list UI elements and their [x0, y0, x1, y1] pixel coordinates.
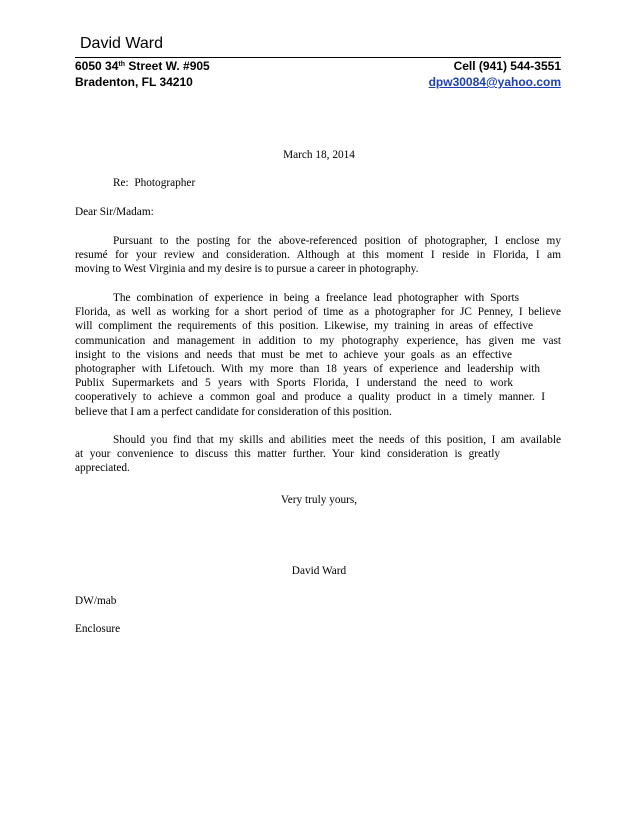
closing: Very truly yours,	[280, 494, 358, 506]
paragraph-line: communication and management in addition to my photography experience, has given me vast	[75, 334, 561, 347]
signature-name: David Ward	[291, 565, 347, 577]
paragraph-line: cooperatively to achieve a common goal and produce a quality product in a timely manner. I	[75, 391, 545, 404]
paragraph-1	[75, 234, 561, 277]
paragraph-line: will compliment the requirements of this position. Likewise, my training in areas of effective	[75, 320, 533, 333]
paragraph-line: at your convenience to discuss this matter further. Your kind consideration is greatly	[75, 448, 500, 461]
paragraph-2	[75, 291, 561, 419]
enclosure-note: Enclosure	[75, 623, 121, 635]
letterhead-row-1	[75, 58, 561, 74]
letter-date: March 18, 2014	[283, 149, 355, 161]
paragraph-line: resumé for your review and consideration. Although at this moment I reside in Florida, I am	[75, 249, 561, 262]
letterhead-row-2	[75, 74, 561, 90]
phone-number: Cell (941) 544-3551	[453, 59, 561, 73]
sender-name: David Ward	[80, 35, 163, 52]
re-line: Re: Photographer	[113, 177, 196, 189]
paragraph-3	[75, 433, 561, 476]
address-line-1: 6050 34th Street W. #905	[75, 59, 210, 73]
paragraph-line: appreciated.	[75, 462, 130, 475]
paragraph-line: Publix Supermarkets and 5 years with Sports Florida, I understand the need to work	[75, 377, 513, 390]
salutation: Dear Sir/Madam:	[75, 206, 154, 218]
letterhead	[75, 57, 561, 90]
address-line-2: Bradenton, FL 34210	[75, 75, 193, 89]
typist-initials: DW/mab	[75, 595, 117, 607]
paragraph-line: moving to West Virginia and my desire is to pursue a career in photography.	[75, 263, 419, 276]
paragraph-line: Should you find that my skills and abilities meet the needs of this position, I am available	[113, 434, 561, 446]
paragraph-line: Florida, as well as working for a short period of time as a photographer for JC Penney, I believe	[75, 306, 561, 319]
paragraph-line: insight to the visions and needs that must be met to achieve your goals as an effective	[75, 348, 512, 361]
email-link[interactable]: dpw30084@yahoo.com	[428, 75, 561, 89]
paragraph-line: The combination of experience in being a freelance lead photographer with Sports	[113, 292, 519, 304]
paragraph-line: believe that I am a perfect candidate for consideration of this position.	[75, 405, 392, 418]
paragraph-line: photographer with Lifetouch. With my more than 18 years of experience and leadership with	[75, 363, 540, 376]
paragraph-line: Pursuant to the posting for the above-referenced position of photographer, I enclose my	[113, 235, 561, 247]
